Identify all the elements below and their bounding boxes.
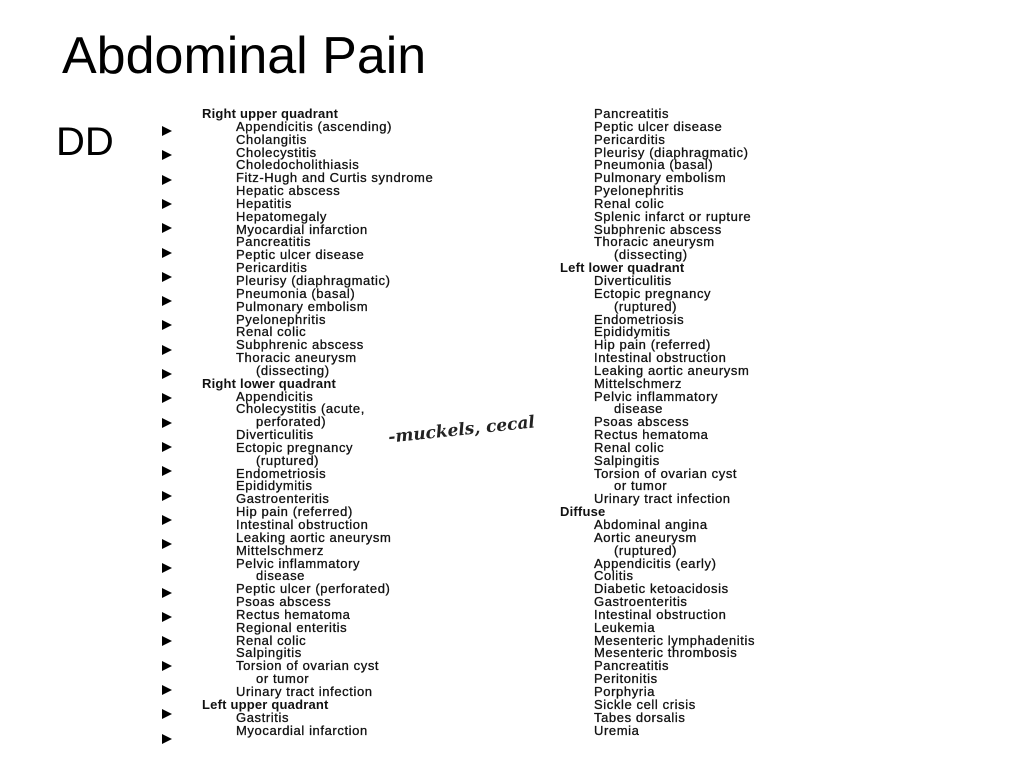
list-item: Urinary tract infection	[594, 491, 731, 507]
bullet-mark	[162, 248, 172, 258]
list-item: Regional enteritis	[236, 619, 348, 635]
list-item: Mesenteric lymphadenitis	[594, 632, 756, 648]
list-item: Rectus hematoma	[236, 606, 351, 622]
list-item: or tumor	[614, 478, 668, 494]
list-item: disease	[256, 568, 306, 584]
list-item: Diverticulitis	[594, 272, 672, 288]
list-item: Fitz-Hugh and Curtis syndrome	[236, 170, 434, 186]
list-item: Subphrenic abscess	[594, 221, 722, 237]
list-item: Aortic aneurysm	[594, 529, 697, 545]
list-item: Pelvic inflammatory	[236, 555, 361, 571]
list-item: Pancreatitis	[594, 106, 670, 121]
list-item: Thoracic aneurysm	[594, 234, 715, 250]
bullet-mark	[162, 175, 172, 185]
list-item: Cholangitis	[236, 131, 307, 147]
bullet-mark	[162, 369, 172, 379]
list-item: Salpingitis	[594, 452, 660, 468]
list-item: Cholecystitis (acute,	[236, 401, 365, 417]
list-item: Pericarditis	[236, 260, 308, 276]
list-item: Torsion of ovarian cyst	[594, 465, 738, 481]
bullet-mark	[162, 126, 172, 136]
list-heading: Right lower quadrant	[202, 375, 336, 391]
list-item: Gastritis	[236, 709, 290, 725]
bullet-mark	[162, 491, 172, 501]
bullet-mark	[162, 418, 172, 428]
list-item: Peptic ulcer (perforated)	[236, 581, 391, 597]
list-item: Appendicitis (ascending)	[236, 118, 393, 134]
handwritten-note: -muckels, cecal	[387, 412, 536, 448]
list-item: Pneumonia (basal)	[594, 157, 714, 173]
list-item: Intestinal obstruction	[594, 350, 727, 366]
right-list-column	[560, 108, 755, 737]
list-item: Ectopic pregnancy	[236, 439, 354, 455]
list-item: Mittelschmerz	[236, 542, 324, 558]
list-item: Epididymitis	[594, 324, 671, 340]
list-item: Leaking aortic aneurysm	[236, 529, 392, 545]
list-item: Intestinal obstruction	[236, 517, 369, 532]
bullet-mark	[162, 320, 172, 330]
list-item: Psoas abscess	[594, 414, 690, 430]
list-item: Appendicitis (early)	[594, 555, 717, 571]
slide-title: Abdominal Pain	[62, 27, 427, 85]
list-item: Gastroenteritis	[236, 491, 330, 507]
list-item: Pleurisy (diaphragmatic)	[236, 272, 391, 288]
list-item: Peptic ulcer disease	[236, 247, 365, 263]
list-item: Leukemia	[594, 619, 656, 635]
list-item: Sickle cell crisis	[594, 696, 696, 712]
list-item: Porphyria	[594, 683, 656, 699]
list-item: Gastroenteritis	[594, 594, 688, 610]
bullet-mark	[162, 685, 172, 695]
list-item: Pyelonephritis	[594, 183, 685, 199]
list-heading: Left lower quadrant	[560, 260, 685, 276]
list-item: Ectopic pregnancy	[594, 285, 712, 301]
bullet-mark	[162, 515, 172, 525]
bullet-mark	[162, 442, 172, 452]
list-item: Pleurisy (diaphragmatic)	[594, 144, 749, 160]
bullet-mark	[162, 709, 172, 719]
bullet-mark	[162, 612, 172, 622]
list-item: Uremia	[594, 722, 640, 738]
slide-subtitle: DD	[56, 120, 114, 164]
list-item: Pyelonephritis	[236, 311, 327, 327]
list-item: Mesenteric thrombosis	[594, 645, 738, 661]
list-item: Subphrenic abscess	[236, 337, 364, 353]
list-item: Thoracic aneurysm	[236, 350, 357, 366]
list-item: Diabetic ketoacidosis	[594, 581, 729, 597]
list-item: Diverticulitis	[236, 427, 314, 443]
list-item: Pericarditis	[594, 131, 666, 147]
list-item: Hip pain (referred)	[236, 504, 353, 520]
list-item: Torsion of ovarian cyst	[236, 658, 380, 674]
list-item: Psoas abscess	[236, 594, 332, 610]
bullet-mark	[162, 661, 172, 671]
list-item: perforated)	[256, 414, 327, 430]
list-item: Renal colic	[236, 324, 307, 340]
bullet-mark	[162, 466, 172, 476]
list-heading: Left upper quadrant	[202, 696, 329, 712]
list-item: Rectus hematoma	[594, 427, 709, 443]
list-item: (ruptured)	[614, 542, 678, 558]
left-list-column	[202, 108, 433, 737]
bullet-column	[162, 120, 186, 768]
list-item: Urinary tract infection	[236, 683, 373, 699]
list-item: Hip pain (referred)	[594, 337, 711, 353]
scanned-differential-list	[190, 104, 880, 754]
bullet-mark	[162, 272, 172, 282]
list-item: Choledocholithiasis	[236, 157, 360, 173]
list-item: Peritonitis	[594, 671, 658, 687]
list-item: Leaking aortic aneurysm	[594, 362, 750, 378]
list-item: Myocardial infarction	[236, 722, 368, 738]
list-item: Pancreatitis	[594, 658, 670, 674]
list-heading: Diffuse	[560, 504, 606, 520]
list-item: (ruptured)	[614, 298, 678, 314]
list-item: Salpingitis	[236, 645, 302, 661]
list-item: Hepatitis	[236, 195, 292, 211]
list-item: Pelvic inflammatory	[594, 388, 719, 404]
list-item: Peptic ulcer disease	[594, 118, 723, 134]
bullet-mark	[162, 588, 172, 598]
bullet-mark	[162, 539, 172, 549]
list-item: Renal colic	[594, 439, 665, 455]
bullet-mark	[162, 636, 172, 646]
bullet-mark	[162, 563, 172, 573]
list-item: Endometriosis	[236, 465, 327, 481]
list-item: Abdominal angina	[594, 517, 708, 532]
list-item: Hepatic abscess	[236, 183, 341, 199]
list-item: (dissecting)	[256, 362, 330, 378]
bullet-mark	[162, 393, 172, 403]
list-heading: Right upper quadrant	[202, 106, 339, 121]
bullet-mark	[162, 223, 172, 233]
list-item: Epididymitis	[236, 478, 313, 494]
list-item: (dissecting)	[614, 247, 688, 263]
bullet-mark	[162, 296, 172, 306]
list-item: or tumor	[256, 671, 310, 687]
list-item: Myocardial infarction	[236, 221, 368, 237]
list-item: Renal colic	[236, 632, 307, 648]
list-item: Cholecystitis	[236, 144, 317, 160]
list-item: Appendicitis	[236, 388, 314, 404]
list-item: (ruptured)	[256, 452, 320, 468]
list-item: Pancreatitis	[236, 234, 312, 250]
bullet-mark	[162, 150, 172, 160]
bullet-mark	[162, 345, 172, 355]
list-item: disease	[614, 401, 664, 417]
list-item: Endometriosis	[594, 311, 685, 327]
list-item: Mittelschmerz	[594, 375, 682, 391]
bullet-mark	[162, 734, 172, 744]
list-item: Intestinal obstruction	[594, 606, 727, 622]
list-item: Colitis	[594, 568, 634, 584]
list-item: Renal colic	[594, 195, 665, 211]
list-item: Pulmonary embolism	[594, 170, 727, 186]
list-item: Splenic infarct or rupture	[594, 208, 752, 224]
bullet-mark	[162, 199, 172, 209]
list-item: Pneumonia (basal)	[236, 285, 356, 301]
list-item: Pulmonary embolism	[236, 298, 369, 314]
list-item: Hepatomegaly	[236, 208, 328, 224]
list-item: Tabes dorsalis	[594, 709, 686, 725]
